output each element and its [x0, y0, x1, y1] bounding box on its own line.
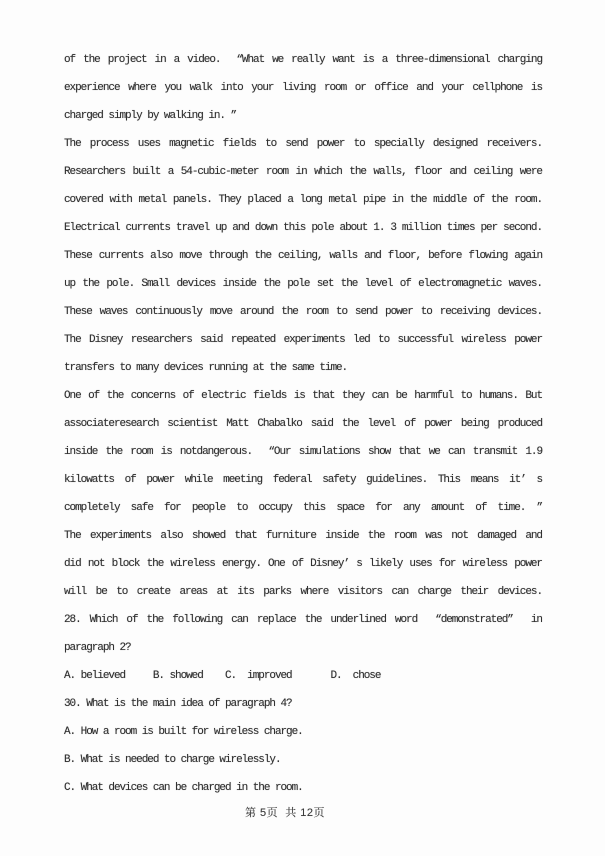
page-footer: 第 5页 共 12页 [244, 807, 326, 819]
text-line: completely safe for people to occupy this space for any amount of time. ” [64, 502, 542, 514]
text-line: did not block the wireless energy. One of Disney’ s likely uses for wireless power [64, 558, 542, 570]
text-line: A. believed B. showed C. improved D. chose [64, 670, 381, 682]
text-line: These currents also move through the ceiling, walls and floor, before flowing again [64, 250, 542, 262]
text-line: charged simply by walking in. ” [64, 110, 237, 122]
text-line: C. What devices can be charged in the room. [64, 782, 303, 794]
text-line: Researchers built a 54-cubic-meter room in which the walls, floor and ceiling were [64, 166, 542, 178]
text-line: The experiments also showed that furniture inside the room was not damaged and [64, 530, 542, 542]
text-line: 30. What is the main idea of paragraph 4? [64, 698, 292, 710]
text-line: of the project in a video. “What we really want is a three-dimensional charging [64, 54, 542, 66]
passage-lines [64, 46, 542, 802]
text-line: associateresearch scientist Matt Chabalko said the level of power being produced [64, 418, 542, 430]
text-line: kilowatts of power while meeting federal safety guidelines. This means it’ s [64, 474, 542, 486]
text-line: One of the concerns of electric fields is that they can be harmful to humans. But [64, 390, 542, 402]
text-line: transfers to many devices running at the same time. [64, 362, 348, 374]
text-line: B. What is needed to charge wirelessly. [64, 754, 281, 766]
text-line: Electrical currents travel up and down this pole about 1. 3 million times per second. [64, 222, 542, 234]
text-line: experience where you walk into your living room or office and your cellphone is [64, 82, 542, 94]
text-line: covered with metal panels. They placed a long metal pipe in the middle of the room. [64, 194, 542, 206]
text-line: paragraph 2? [64, 642, 131, 654]
text-line: 28. Which of the following can replace the underlined word “demonstrated” in [64, 614, 542, 626]
text-line: will be to create areas at its parks where visitors can charge their devices. [64, 586, 542, 598]
text-line: These waves continuously move around the room to send power to receiving devices. [64, 306, 542, 318]
text-line: inside the room is notdangerous. “Our simulations show that we can transmit 1.9 [64, 446, 542, 458]
text-line: The Disney researchers said repeated experiments led to successful wireless power [64, 334, 542, 346]
text-line: The process uses magnetic fields to send power to specially designed receivers. [64, 138, 542, 150]
text-line: up the pole. Small devices inside the pole set the level of electromagnetic waves. [64, 278, 542, 290]
text-line: A. How a room is built for wireless charge. [64, 726, 303, 738]
